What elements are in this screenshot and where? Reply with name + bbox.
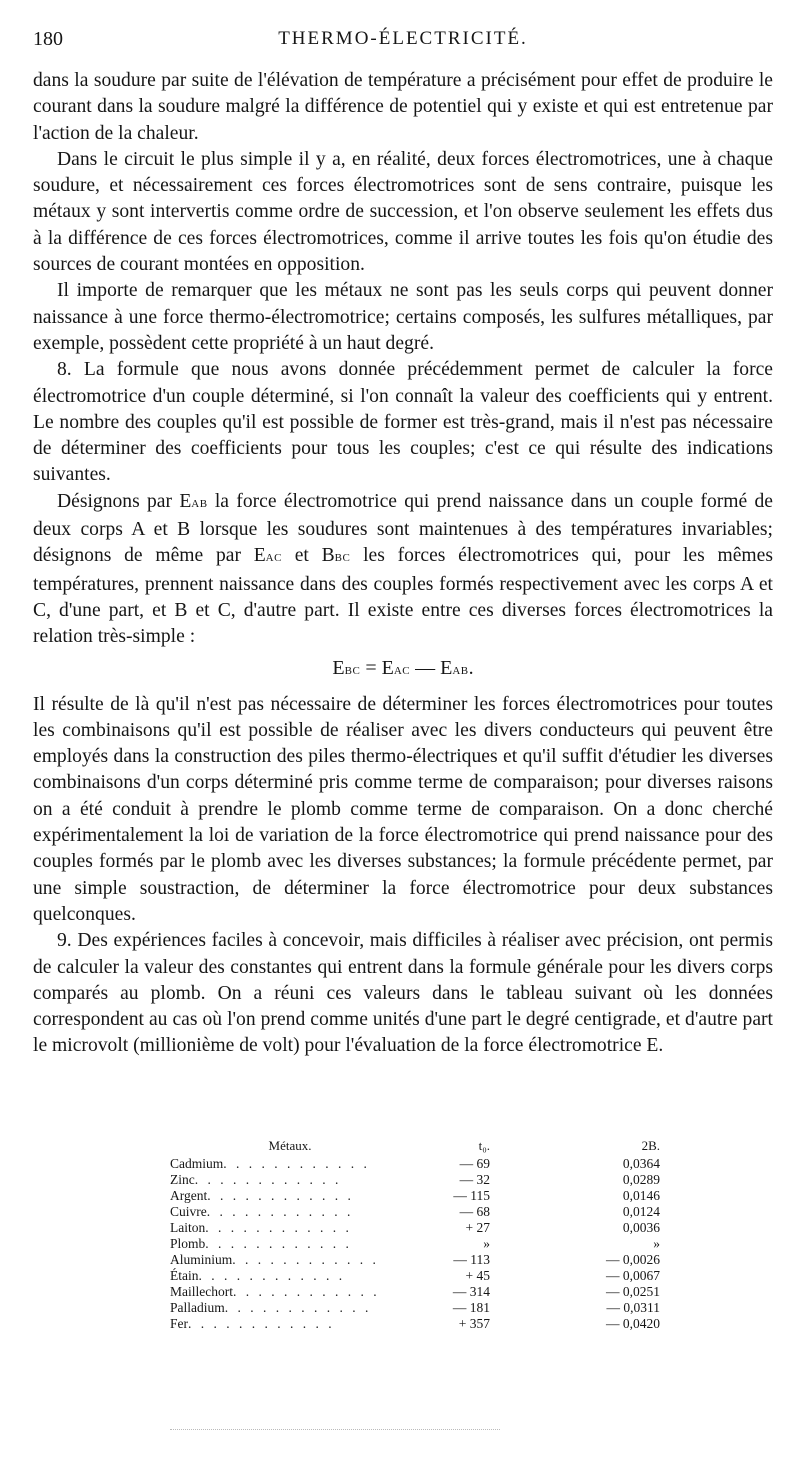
table-body: [170, 1156, 690, 1332]
table-row: [170, 1172, 690, 1188]
running-title: THERMO-ÉLECTRICITÉ.: [278, 28, 528, 49]
paragraph: Il importe de remarquer que les métaux ne sont pas les seuls corps qui peuvent donner naissance à une force thermo-électromotrice; certains composés, les sulfures métalliques, par exemple, possèdent cette propriété à un haut degré.: [33, 280, 773, 354]
metal-name-cell: Plomb. . . . . . . . . . . .: [170, 1236, 352, 1251]
table-row: [170, 1300, 690, 1316]
table-row: [170, 1284, 690, 1300]
two-b-cell: — 0,0251: [606, 1284, 660, 1299]
paragraph: dans la soudure par suite de l'élévation de température a précisément pour effet de produire le courant dans la soudure malgré la différence de potentiel qui y existe et qui est entretenue par l'action de la chaleur.: [33, 70, 773, 144]
page-header: [33, 28, 773, 68]
bottom-rule: [170, 1428, 500, 1430]
metal-name-cell: Étain. . . . . . . . . . . .: [170, 1268, 346, 1283]
metal-name-cell: Laiton. . . . . . . . . . . .: [170, 1220, 352, 1235]
page: [33, 28, 773, 1060]
metal-name-cell: Palladium. . . . . . . . . . . .: [170, 1300, 372, 1315]
t0-cell: + 45: [465, 1268, 490, 1283]
table-row: [170, 1188, 690, 1204]
table-row: [170, 1252, 690, 1268]
paragraph-section-9: 9. Des expériences faciles à concevoir, mais difficiles à réaliser avec précision, ont permis de calculer la valeur des constantes qui entrent dans la formule générale pour les divers corps comparés au plomb. On a réuni ces valeurs dans le tableau suivant où les données correspondent au cas où l'on prend comme unités d'une part le degré centigrade, et d'autre part le microvolt (millionième de volt) pour l'évaluation de la force électromotrice E.: [33, 930, 773, 1057]
two-b-cell: »: [653, 1236, 660, 1251]
t0-cell: — 68: [459, 1204, 490, 1219]
paragraph-section-8: 8. La formule que nous avons donnée précédemment permet de calculer la force électromotrice d'un couple déterminé, si l'on connaît la valeur des coefficients qui y entrent. Le nombre des couples qu'il est possible de former est très-grand, mais il n'est pas nécessaire de déterminer des coefficients pour tous les couples; c'est ce qui résulte des indications suivantes.: [33, 359, 773, 486]
t0-cell: — 181: [452, 1300, 490, 1315]
two-b-cell: — 0,0420: [606, 1316, 660, 1331]
table-row: [170, 1156, 690, 1172]
paragraph-designons: Désignons par EAB la force électromotrice qui prend naissance dans un couple formé de deux corps A et B lorsque les soudures sont maintenues à des températures invariables; désignons de même par EAC et BBC les forces électromotrices qui, pour les mêmes températures, prennent naissance dans des couples formés respectivement avec les corps A et C, d'une part, et B et C, d'autre part. Il existe entre ces diverses forces électromotrices la relation très-simple :: [33, 490, 773, 648]
metal-name-cell: Cuivre. . . . . . . . . . . .: [170, 1204, 354, 1219]
t0-cell: — 32: [459, 1172, 490, 1187]
metal-name-cell: Maillechort. . . . . . . . . . . .: [170, 1284, 380, 1299]
table-row: [170, 1220, 690, 1236]
t0-cell: — 113: [453, 1252, 490, 1267]
paragraph: Dans le circuit le plus simple il y a, en réalité, deux forces électromotrices, une à chaque soudure, et nécessairement ces forces électromotrices sont de sens contraire, puisque les métaux y sont intervertis comme ordre de succession, et l'on observe seulement les effets dus à la différence de ces forces électromotrices, comme il arrive toutes les fois qu'on étudie des sources de courant montées en opposition.: [33, 148, 773, 276]
two-b-cell: — 0,0311: [606, 1300, 660, 1315]
two-b-cell: 0,0146: [622, 1188, 660, 1203]
metal-name-cell: Cadmium. . . . . . . . . . . .: [170, 1156, 370, 1171]
two-b-cell: — 0,0026: [606, 1252, 660, 1267]
two-b-cell: 0,0124: [622, 1204, 660, 1219]
t0-cell: »: [483, 1236, 490, 1251]
two-b-cell: 0,0364: [622, 1156, 660, 1171]
formula: EBC = EAC — EAB.: [332, 656, 474, 679]
t0-cell: — 69: [459, 1156, 490, 1171]
column-header-metaux: Métaux.: [268, 1138, 312, 1153]
t0-cell: + 357: [458, 1316, 490, 1331]
paragraph: Il résulte de là qu'il n'est pas nécessaire de déterminer les forces électromotrices pour toutes les combinaisons qu'il est possible de réaliser avec les divers conducteurs qui peuvent être employés dans la construction des piles thermo-électriques et qu'il suffit d'étudier les diverses combinaisons d'un corps déterminé pris comme terme de comparaison; pour diverses raisons on a été conduit à prendre le plomb comme terme de comparaison. On a donc cherché expérimentalement la loi de variation de la force électromotrice qui prend naissance pour des couples formés par le plomb avec les diverses substances; la formule précédente permet, par une simple soustraction, de déterminer la force électromotrice pour deux substances quelconques.: [33, 693, 773, 925]
t0-cell: — 115: [453, 1188, 490, 1203]
metal-name-cell: Fer. . . . . . . . . . . .: [170, 1316, 335, 1331]
table-row: [170, 1204, 690, 1220]
metal-name-cell: Argent. . . . . . . . . . . .: [170, 1188, 354, 1203]
body-text: [33, 68, 773, 1060]
metal-name-cell: Zinc. . . . . . . . . . . .: [170, 1172, 342, 1187]
table-header-row: [170, 1138, 690, 1156]
metals-table: [170, 1138, 690, 1332]
page-number: 180: [33, 28, 63, 50]
table-row: [170, 1316, 690, 1332]
table-row: [170, 1268, 690, 1284]
table-row: [170, 1236, 690, 1252]
two-b-cell: 0,0289: [622, 1172, 660, 1187]
column-header-t0: t₀.: [478, 1138, 490, 1153]
t0-cell: + 27: [465, 1220, 490, 1235]
t0-cell: — 314: [452, 1284, 490, 1299]
column-header-2b: 2B.: [641, 1138, 660, 1153]
metal-name-cell: Aluminium. . . . . . . . . . . .: [170, 1252, 379, 1267]
two-b-cell: — 0,0067: [606, 1268, 660, 1283]
two-b-cell: 0,0036: [622, 1220, 660, 1235]
